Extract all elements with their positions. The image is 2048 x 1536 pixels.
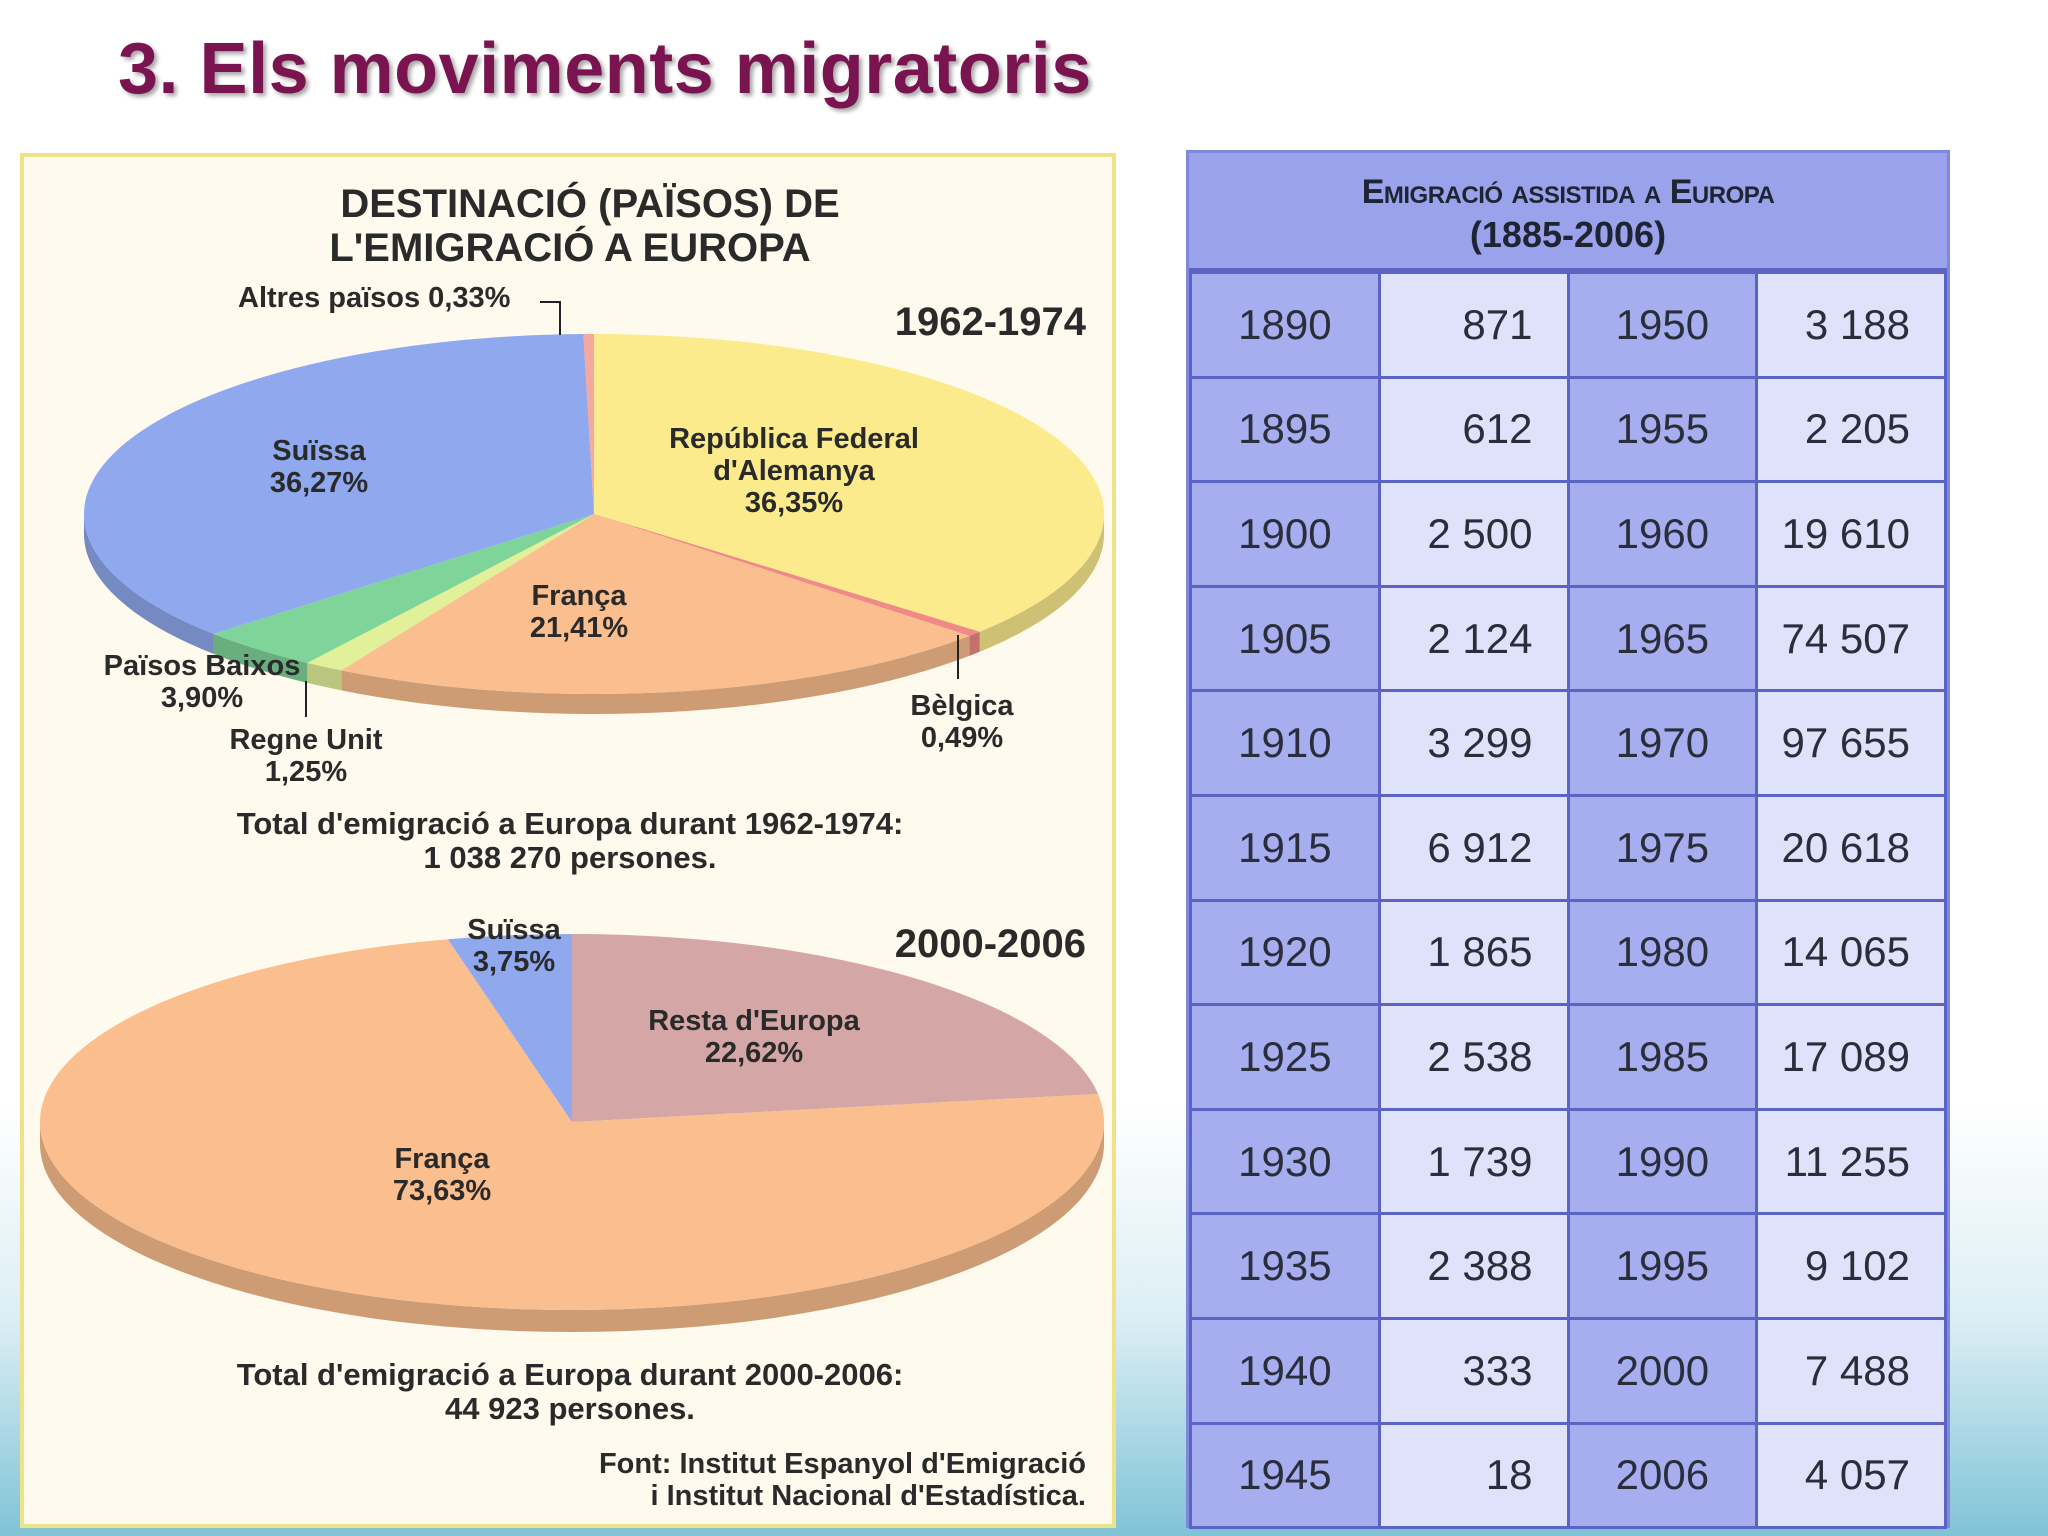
- year-cell: 1985: [1568, 1005, 1757, 1110]
- year-cell: 1920: [1191, 900, 1380, 1005]
- value-cell: 14 065: [1757, 900, 1946, 1005]
- year-cell: 1945: [1191, 1423, 1380, 1528]
- table-row: [1191, 691, 1946, 796]
- table-row: [1191, 586, 1946, 691]
- year-cell: 1925: [1191, 1005, 1380, 1110]
- source-line1: Font: Institut Espanyol d'Emigració: [598, 1448, 1086, 1480]
- year-cell: 1940: [1191, 1318, 1380, 1423]
- year-cell: 1900: [1191, 482, 1380, 587]
- year-cell: 1915: [1191, 795, 1380, 900]
- value-cell: 20 618: [1757, 795, 1946, 900]
- year-cell: 1990: [1568, 1109, 1757, 1214]
- year-cell: 1890: [1191, 273, 1380, 378]
- pie-slice-label: 36,27%: [269, 467, 369, 499]
- pie-slice-label: Bèlgica: [910, 690, 1014, 722]
- pie-charts-svg: [24, 157, 1120, 1532]
- pie-slice-label: 3,75%: [472, 946, 556, 978]
- value-cell: 74 507: [1757, 586, 1946, 691]
- value-cell: 2 500: [1379, 482, 1568, 587]
- table-row: [1191, 273, 1946, 378]
- table-subtitle: (1885-2006): [1469, 214, 1667, 255]
- table-row: [1191, 795, 1946, 900]
- table-row: [1191, 1005, 1946, 1110]
- value-cell: 2 205: [1757, 377, 1946, 482]
- table-row: [1191, 900, 1946, 1005]
- year-cell: 1965: [1568, 586, 1757, 691]
- value-cell: 1 865: [1379, 900, 1568, 1005]
- year-cell: 1975: [1568, 795, 1757, 900]
- table-row: [1191, 482, 1946, 587]
- year-cell: 1995: [1568, 1214, 1757, 1319]
- table-row: [1191, 1109, 1946, 1214]
- value-cell: 19 610: [1757, 482, 1946, 587]
- table-row: [1191, 1423, 1946, 1528]
- value-cell: 1 739: [1379, 1109, 1568, 1214]
- year-cell: 1905: [1191, 586, 1380, 691]
- value-cell: 9 102: [1757, 1214, 1946, 1319]
- pie-slice-label: 36,35%: [744, 487, 844, 519]
- pie-slice-label: 73,63%: [392, 1175, 492, 1207]
- source-line2: i Institut Nacional d'Estadística.: [650, 1480, 1086, 1512]
- pie-slice-label: d'Alemanya: [713, 455, 875, 487]
- value-cell: 2 388: [1379, 1214, 1568, 1319]
- pie-slice-label: 22,62%: [704, 1037, 804, 1069]
- pie-total-text: Total d'emigració a Europa durant 1962-1974:: [236, 806, 904, 841]
- table-row: [1191, 377, 1946, 482]
- value-cell: 6 912: [1379, 795, 1568, 900]
- panel-heading-line2: L'EMIGRACIÓ A EUROPA: [329, 226, 811, 270]
- value-cell: 871: [1379, 273, 1568, 378]
- year-cell: 2006: [1568, 1423, 1757, 1528]
- table-header: [1189, 153, 1947, 271]
- year-cell: 2000: [1568, 1318, 1757, 1423]
- pie-total-text: 44 923 persones.: [445, 1391, 695, 1426]
- pie-slice-label: 0,49%: [920, 722, 1004, 754]
- pie-slice-label: Altres països 0,33%: [238, 282, 511, 314]
- slide-title: 3. Els moviments migratoris: [118, 29, 1092, 109]
- year-cell: 1935: [1191, 1214, 1380, 1319]
- value-cell: 2 124: [1379, 586, 1568, 691]
- pie-period-title: 1962-1974: [894, 300, 1086, 344]
- pie-total-text: Total d'emigració a Europa durant 2000-2006:: [236, 1357, 904, 1392]
- pie-slice-label: Resta d'Europa: [648, 1005, 860, 1037]
- pie-slice-label: França: [531, 580, 627, 612]
- value-cell: 2 538: [1379, 1005, 1568, 1110]
- value-cell: 11 255: [1757, 1109, 1946, 1214]
- table-row: [1191, 1214, 1946, 1319]
- value-cell: 7 488: [1757, 1318, 1946, 1423]
- pie-slice-side: [969, 632, 979, 656]
- table-row: [1191, 1318, 1946, 1423]
- pie-slice-label: República Federal: [669, 423, 919, 455]
- emigration-data-table: [1189, 271, 1947, 1529]
- table-title: Emigració assistida a Europa: [1361, 173, 1775, 211]
- pie-charts-panel: [20, 153, 1116, 1528]
- pie-chart-1962-1974: [84, 282, 1104, 875]
- value-cell: 333: [1379, 1318, 1568, 1423]
- year-cell: 1950: [1568, 273, 1757, 378]
- pie-slice-label: Suïssa: [467, 914, 561, 946]
- panel-heading-line1: DESTINACIÓ (PAÏSOS) DE: [340, 182, 840, 226]
- pie-slice-label: Suïssa: [272, 435, 366, 467]
- year-cell: 1910: [1191, 691, 1380, 796]
- pie-chart-2000-2006: [40, 914, 1104, 1426]
- emigration-table-panel: [1186, 150, 1950, 1528]
- value-cell: 97 655: [1757, 691, 1946, 796]
- value-cell: 4 057: [1757, 1423, 1946, 1528]
- pie-slice-label: 3,90%: [160, 682, 244, 714]
- value-cell: 3 299: [1379, 691, 1568, 796]
- pie-slice-label: 21,41%: [529, 612, 629, 644]
- pie-slice-label: Països Baixos: [103, 650, 301, 682]
- value-cell: 612: [1379, 377, 1568, 482]
- leader-line: [540, 302, 560, 335]
- pie-slice-label: França: [394, 1143, 490, 1175]
- pie-slice-label: 1,25%: [264, 756, 348, 788]
- year-cell: 1930: [1191, 1109, 1380, 1214]
- year-cell: 1970: [1568, 691, 1757, 796]
- value-cell: 3 188: [1757, 273, 1946, 378]
- pie-slice-label: Regne Unit: [229, 724, 383, 756]
- value-cell: 18: [1379, 1423, 1568, 1528]
- pie-period-title: 2000-2006: [894, 922, 1086, 966]
- year-cell: 1895: [1191, 377, 1380, 482]
- pie-total-text: 1 038 270 persones.: [423, 840, 717, 875]
- year-cell: 1955: [1568, 377, 1757, 482]
- value-cell: 17 089: [1757, 1005, 1946, 1110]
- year-cell: 1960: [1568, 482, 1757, 587]
- year-cell: 1980: [1568, 900, 1757, 1005]
